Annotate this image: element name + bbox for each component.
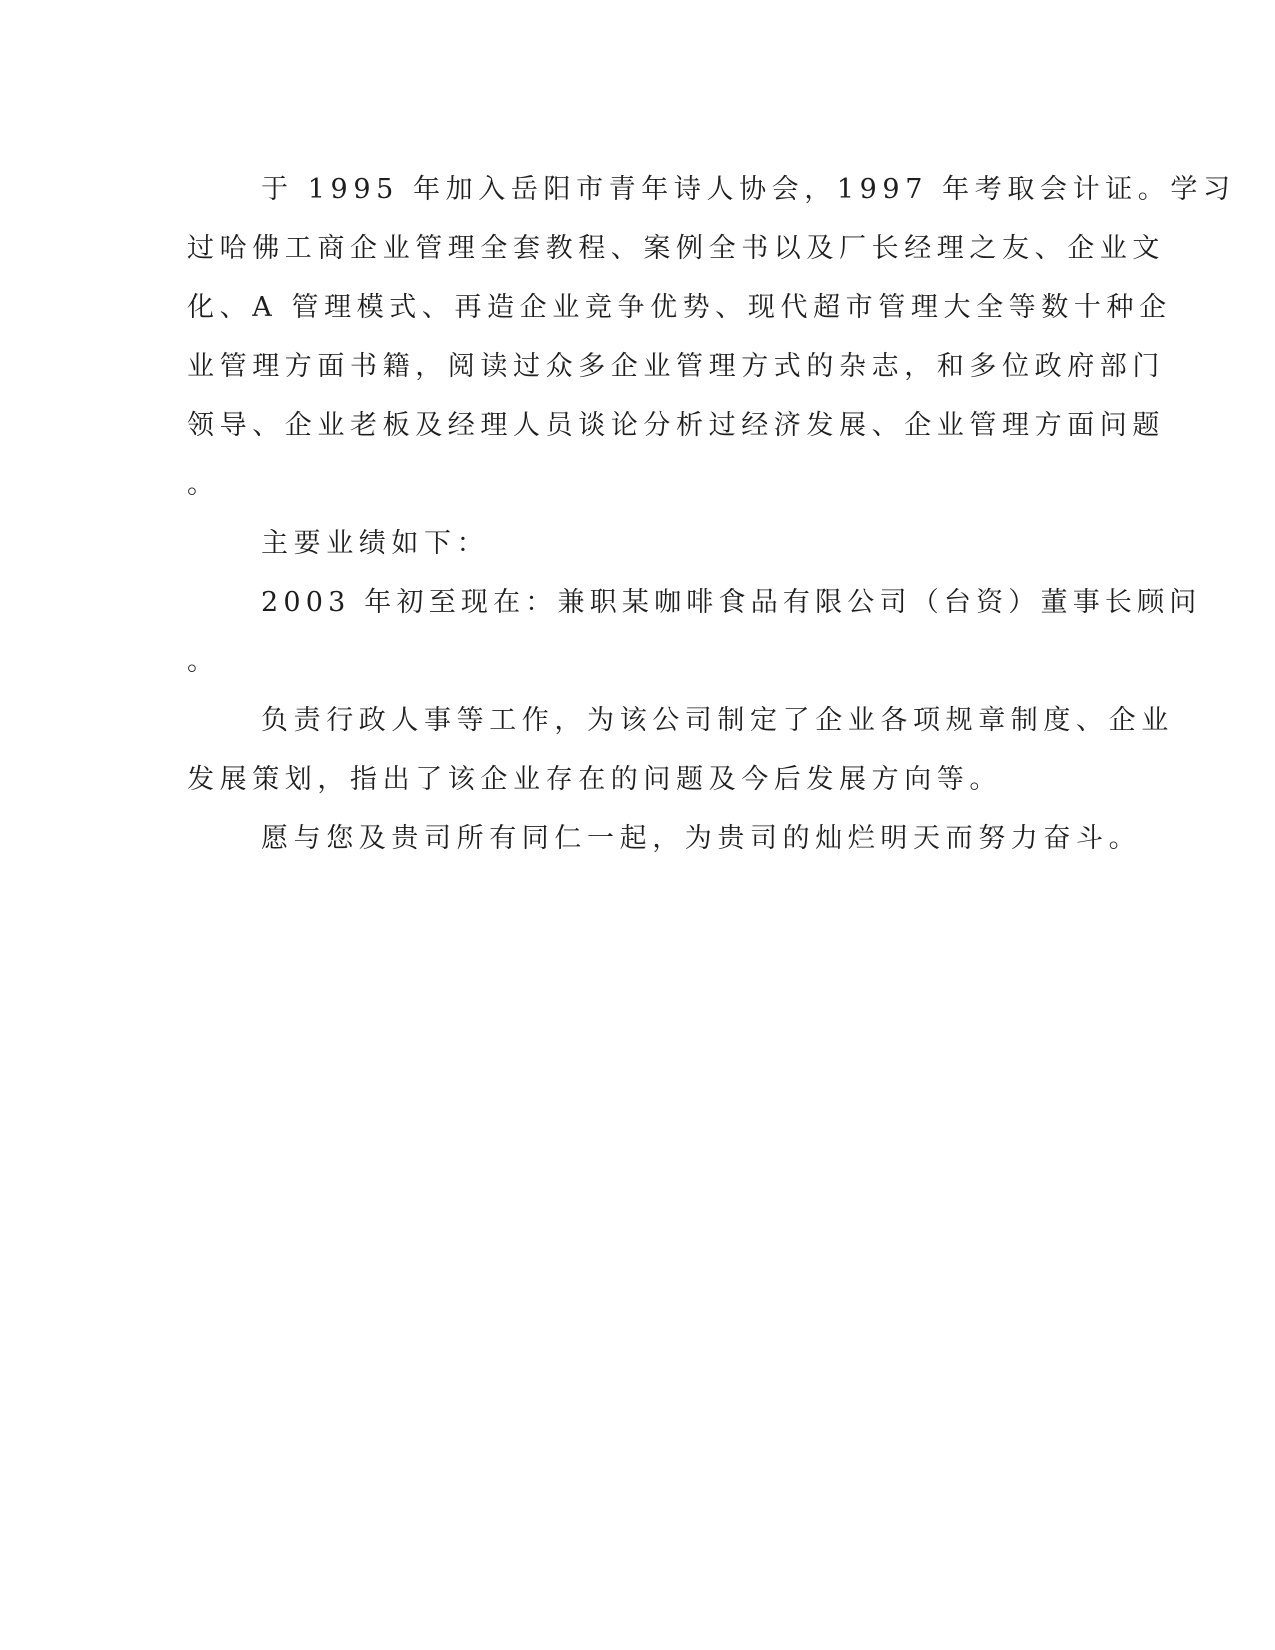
text-line: 过哈佛工商企业管理全套教程、案例全书以及厂长经理之友、企业文 (187, 233, 1165, 264)
section-heading: 主要业绩如下： (261, 528, 490, 559)
text-line: 业管理方面书籍，阅读过众多企业管理方式的杂志，和多位政府部门 (187, 351, 1165, 382)
text-line: 。 (187, 646, 220, 677)
text-line: 化、A 管理模式、再造企业竞争优势、现代超市管理大全等数十种企 (187, 292, 1172, 323)
text-line: 2003 年初至现在：兼职某咖啡食品有限公司（台资）董事长顾问 (261, 587, 1202, 618)
text-line: 。 (187, 469, 220, 500)
text-line: 领导、企业老板及经理人员谈论分析过经济发展、企业管理方面问题 (187, 410, 1165, 441)
text-line: 负责行政人事等工作，为该公司制定了企业各项规章制度、企业 (261, 705, 1174, 736)
document-body (187, 160, 1236, 868)
text-line: 愿与您及贵司所有同仁一起，为贵司的灿烂明天而努力奋斗。 (261, 823, 1142, 854)
text-line: 于 1995 年加入岳阳市青年诗人协会，1997 年考取会计证。学习 (261, 174, 1236, 205)
text-line: 发展策划，指出了该企业存在的问题及今后发展方向等。 (187, 764, 1002, 795)
